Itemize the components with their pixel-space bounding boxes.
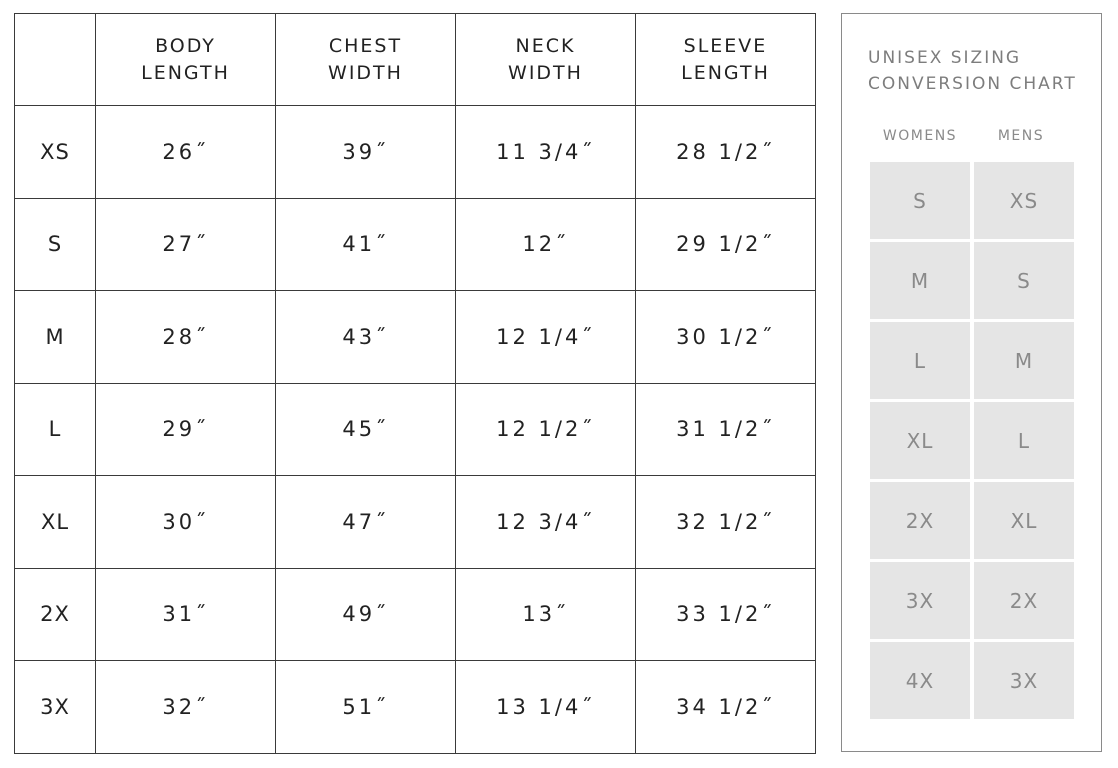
size-label: 3X — [15, 661, 96, 754]
mens-size: M — [974, 322, 1074, 399]
sleeve-length-value: 34 1/2˝ — [636, 661, 816, 754]
size-label: L — [15, 383, 96, 476]
header-neck-width: NECK WIDTH — [456, 14, 636, 106]
size-label: 2X — [15, 568, 96, 661]
sleeve-length-value: 31 1/2˝ — [636, 383, 816, 476]
womens-size: M — [870, 242, 970, 319]
body-length-value: 32˝ — [96, 661, 276, 754]
conversion-row — [870, 482, 1074, 559]
neck-width-value: 12˝ — [456, 198, 636, 291]
womens-size: L — [870, 322, 970, 399]
table-row — [15, 106, 816, 199]
conversion-row — [870, 642, 1074, 719]
conversion-row — [870, 402, 1074, 479]
sleeve-length-value: 28 1/2˝ — [636, 106, 816, 199]
chest-width-value: 41˝ — [276, 198, 456, 291]
womens-size: XL — [870, 402, 970, 479]
conversion-row — [870, 322, 1074, 399]
body-length-value: 31˝ — [96, 568, 276, 661]
chest-width-value: 49˝ — [276, 568, 456, 661]
mens-size: 2X — [974, 562, 1074, 639]
body-length-value: 29˝ — [96, 383, 276, 476]
size-label: XL — [15, 476, 96, 569]
chest-width-value: 45˝ — [276, 383, 456, 476]
body-length-value: 26˝ — [96, 106, 276, 199]
chest-width-value: 39˝ — [276, 106, 456, 199]
header-body-length: BODY LENGTH — [96, 14, 276, 106]
conversion-title-line: UNISEX SIZING — [868, 48, 1022, 68]
header-sleeve-length: SLEEVE LENGTH — [636, 14, 816, 106]
chest-width-value: 51˝ — [276, 661, 456, 754]
neck-width-value: 13˝ — [456, 568, 636, 661]
sleeve-length-value: 33 1/2˝ — [636, 568, 816, 661]
conversion-grid — [870, 162, 1074, 722]
mens-size: L — [974, 402, 1074, 479]
chest-width-value: 47˝ — [276, 476, 456, 569]
neck-width-value: 11 3/4˝ — [456, 106, 636, 199]
header-row — [15, 14, 816, 106]
conversion-row — [870, 562, 1074, 639]
mens-size: XL — [974, 482, 1074, 559]
body-length-value: 27˝ — [96, 198, 276, 291]
womens-size: 2X — [870, 482, 970, 559]
table-row — [15, 568, 816, 661]
header-chest-width: CHEST WIDTH — [276, 14, 456, 106]
womens-size: 4X — [870, 642, 970, 719]
womens-size: 3X — [870, 562, 970, 639]
body-length-value: 28˝ — [96, 291, 276, 384]
conversion-title-line: CONVERSION CHART — [868, 74, 1077, 94]
sleeve-length-value: 30 1/2˝ — [636, 291, 816, 384]
conversion-row — [870, 242, 1074, 319]
mens-size: XS — [974, 162, 1074, 239]
conversion-title — [868, 45, 1077, 97]
table-row — [15, 198, 816, 291]
table-row — [15, 661, 816, 754]
header-size-blank — [15, 14, 96, 106]
size-label: S — [15, 198, 96, 291]
mens-column-header: MENS — [997, 128, 1045, 144]
chest-width-value: 43˝ — [276, 291, 456, 384]
neck-width-value: 13 1/4˝ — [456, 661, 636, 754]
size-chart-table — [14, 13, 816, 754]
womens-size: S — [870, 162, 970, 239]
size-label: XS — [15, 106, 96, 199]
womens-column-header: WOMENS — [882, 128, 958, 144]
table-row — [15, 383, 816, 476]
unisex-conversion-panel — [841, 13, 1102, 752]
neck-width-value: 12 1/2˝ — [456, 383, 636, 476]
body-length-value: 30˝ — [96, 476, 276, 569]
sleeve-length-value: 32 1/2˝ — [636, 476, 816, 569]
mens-size: S — [974, 242, 1074, 319]
neck-width-value: 12 1/4˝ — [456, 291, 636, 384]
sleeve-length-value: 29 1/2˝ — [636, 198, 816, 291]
conversion-row — [870, 162, 1074, 239]
table-row — [15, 291, 816, 384]
mens-size: 3X — [974, 642, 1074, 719]
table-row — [15, 476, 816, 569]
size-label: M — [15, 291, 96, 384]
neck-width-value: 12 3/4˝ — [456, 476, 636, 569]
